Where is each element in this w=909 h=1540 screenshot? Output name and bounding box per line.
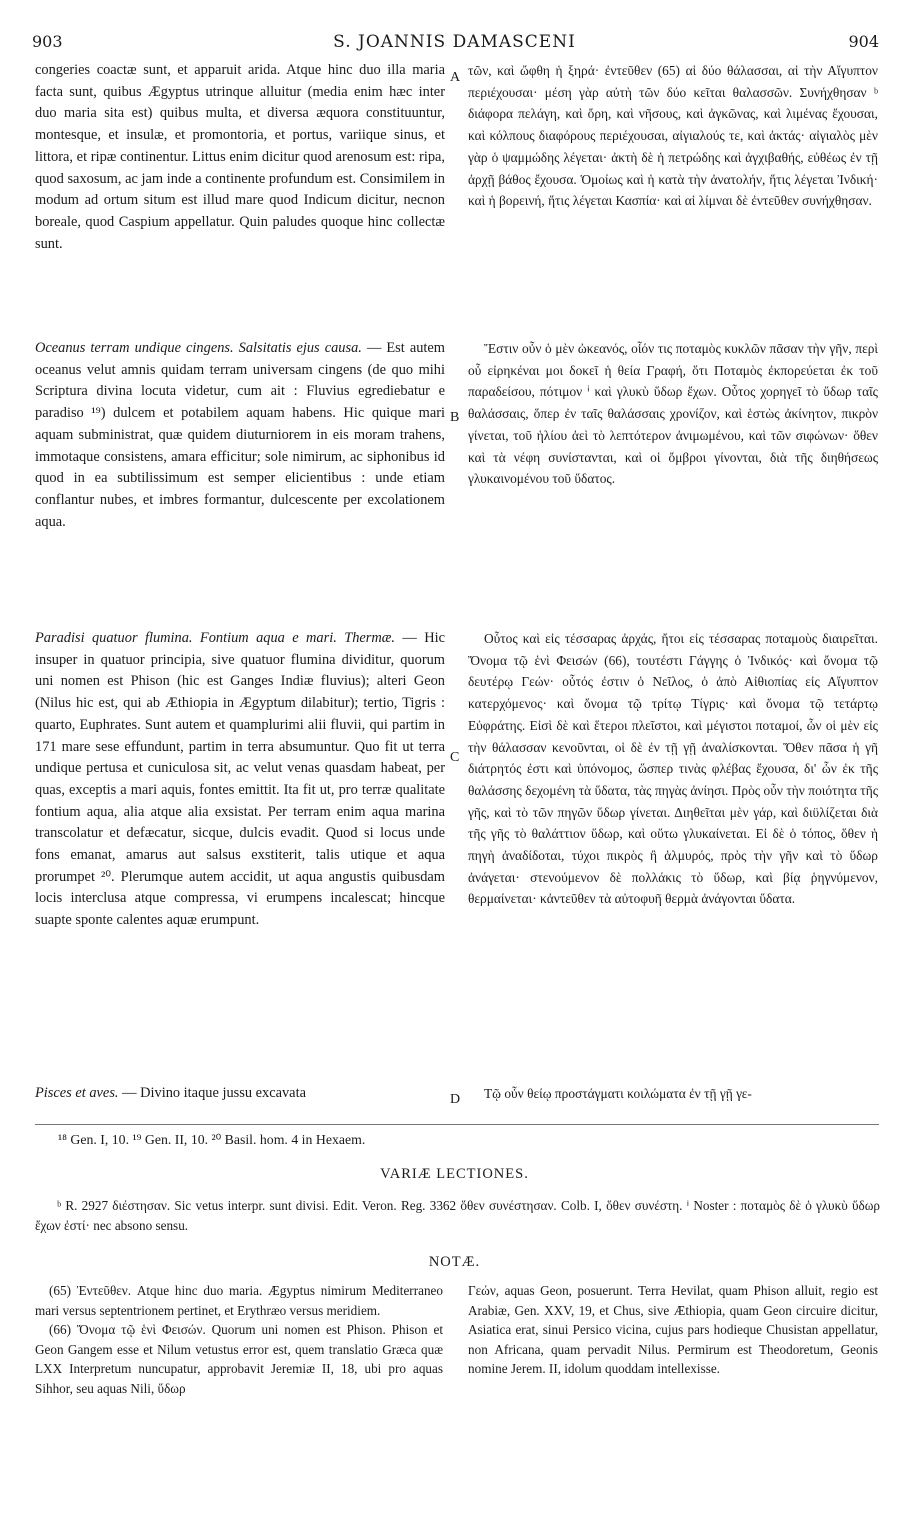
running-header <box>30 32 879 58</box>
greek-paragraph: Οὗτος καὶ εἰς τέσσαρας ἀρχάς, ἤτοι εἰς τέσσαρας ποταμοὺς διαιρεῖται. Ὄνομα τῷ ἑνὶ Φεισών (66), τουτέστι Γάγγης ὁ Ἰνδικός· καὶ ὄνομα τῷ δευτέρῳ Γεών· οὗτός ἐστιν ὁ Νεῖλος, ὁ ἀπὸ Αἰθιοπίας εἰς Αἴγυπτον κατερχόμενος· καὶ ὄνομα τῷ τρίτῳ Τίγρις· καὶ ὄνομα τῷ τετάρτῳ Εὐφράτης. Εἰσὶ δὲ καὶ ἕτεροι πλεῖστοι, καὶ μέγιστοι ποταμοί, ὧν οἱ μὲν εἰς τὴν θάλασσαν κενοῦνται, οἱ δὲ ἐν τῇ γῇ ἀναλίσκονται. Ὅθεν πᾶσα ἡ γῆ διάτρητός ἐστι καὶ ὑπόνομος, ὥσπερ τινὰς φλέβας ἔχουσα, δι' ὧν ἐκ τῆς θαλάσσης δεχομένη τὰ ὕδατα, τὰς πηγὰς ἀνίησι. Πρὸς οὖν τὴν ποιότητα τῆς γῆς, καὶ τὸ τῶν πηγῶν ὕδωρ γίνεται. Διηθεῖται μὲν γάρ, καὶ διϋλίζεται διὰ τῆς γῆς τὸ θαλάττιον ὕδωρ, καὶ οὕτω γλυκαίνεται. Εἰ δὲ ὁ τόπος, ὅθεν ἡ πηγὴ ἀναδίδοται, τύχοι πικρὸς ἢ ἁλμυρός, πρὸς τὴν γῆν καὶ τὸ ὕδωρ ἀνάγεται· στενούμενον δὲ πολλάκις τὸ ὕδωρ, καὶ βίᾳ ῥηγνύμενον, θερμαίνεται· κἀντεῦθεν τὰ αὐτοφυῆ θερμὰ ἀνάγονται ὕδατα. <box>468 631 878 907</box>
latin-paragraph: congeries coactæ sunt, et apparuit arida. Atque hinc duo illa maria facta sunt, quibus Ægyptus utrinque alluitur (media enim hæc inter duo maria sita est) quibus multa, et diversa æquora constituuntur, montesque, et insulæ, et promontoria, et portus, variique sinus, et littora, et ripæ continentur. Littus enim dicitur quod arenosum est: ripa, quod saxosum, ac jam inde a continente profundum est. Consimilem in modum ad ortum situm est illud mare quod Indicum dicitur, necnon boreale, quod Caspium appellatur. Quin paludes quoque hinc collectæ sunt. <box>35 62 445 252</box>
margin-letter-b: B <box>450 410 460 425</box>
footnote: ¹⁸ Gen. I, 10. ¹⁹ Gen. II, 10. ²⁰ Basil. hom. 4 in Hexaem. <box>58 1132 366 1147</box>
page-number-left: 903 <box>32 32 63 51</box>
variae-lectiones-text <box>35 1196 880 1236</box>
latin-paragraph <box>35 1083 445 1105</box>
greek-column <box>468 60 878 1105</box>
margin-letter-c: C <box>450 750 460 765</box>
latin-paragraph-text: — Divino itaque jussu excavata <box>122 1085 306 1101</box>
latin-column <box>35 60 445 1105</box>
latin-paragraph <box>35 338 445 628</box>
greek-paragraph: Τῷ οὖν θείῳ προστάγματι κοιλώματα ἐν τῇ γῇ γε- <box>484 1086 752 1101</box>
note-continuation: Γεών, aquas Geon, posuerunt. Terra Hevilat, quam Phison alluit, regio est Arabiæ, Gen. XXV, 19, et Chus, sive Æthiopia, quam Geon circuire dicitur, Asiatica erat, sinui Persico vicina, cujus pars hodieque Chusistan appellatur, non Africana, quam pervadit Nilus. Permirum est Theodoretum, Geonis nomine Jerem. II, idolum quoddam intellexisse. <box>468 1283 878 1377</box>
variae-lectiones-paragraph: ᵇ R. 2927 διέστησαν. Sic vetus interpr. sunt divisi. Edit. Veron. Reg. 3362 ὅθεν συνέστησαν. Colb. I, ὅθεν συνέστη. ⁱ Noster : ποταμὸς δὲ ὁ γλυκὺ ὕδωρ ἔχων ἐστί· nec absono sensu. <box>35 1198 880 1233</box>
page-number-right: 904 <box>848 32 879 51</box>
margin-letter-a: A <box>450 70 461 85</box>
latin-paragraph <box>35 628 445 1083</box>
latin-paragraph-text: — Est autem oceanus velut amnis quidam terram universam cingens (de quo mihi Scriptura divina locuta videtur, cum ait : Fluvius egrediebatur e paradiso ¹⁹) dulcem et potabilem aquam habens. Hic quique mari aquam subministrat, quæ quidem diuturniorem in eis moram trahens, immotaque consistens, amara efficitur; sole nimirum, ac siphonibus id quod in ea subtilissimum est semper elicientibus : unde etiam conflantur nubes, et imbres formantur, dulcescente per excolationem aqua. <box>35 340 445 530</box>
running-title: S. JOANNIS DAMASCENI <box>333 32 576 52</box>
notae-title: NOTÆ. <box>428 1254 481 1270</box>
notes-left-column <box>35 1281 443 1399</box>
note-66: (66) Ὄνομα τῷ ἑνὶ Φεισών. Quorum uni nomen est Phison. Phison et Geon Gangem esse et Nilum vetustus error est, quem translatio Græca quæ LXX Interpretum nuncupatur, approbavit Jeremiæ II, 18, ubi pro aquas Sihhor, seu aquas Nili, ὕδωρ <box>35 1322 443 1396</box>
margin-letter-d: D <box>450 1092 461 1107</box>
latin-sidehead: Oceanus terram undique cingens. Salsitatis ejus causa. <box>35 340 362 356</box>
variae-lectiones-title: VARIÆ LECTIONES. <box>380 1166 529 1182</box>
greek-paragraph: Ἔστιν οὖν ὁ μὲν ὠκεανός, οἷόν τις ποταμὸς κυκλῶν πᾶσαν τὴν γῆν, περὶ οὗ εἰρηκέναι μοι δοκεῖ ἡ θεία Γραφή, ὅτι Ποταμὸς ἐκπορεύεται ἐκ τοῦ παραδείσου, πότιμον ⁱ καὶ γλυκὺ ὕδωρ ἔχων. Οὗτος χορηγεῖ τὸ ὕδωρ ταῖς θαλάσσαις, ὅπερ ἐν ταῖς θαλάσσαις χρονίζον, καὶ ἑστὼς ἀκίνητον, πικρὸν γίνεται, τοῦ ἡλίου ἀεὶ τὸ λεπτότερον ἀνιμωμένου, καὶ τῶν σιφώνων· ὅθεν καὶ τὰ νέφη συνίστανται, καὶ οἱ ὄμβροι γίνονται, διὰ τῆς διηθήσεως γλυκαινομένου τοῦ ὕδατος. <box>468 341 878 487</box>
divider <box>35 1124 879 1125</box>
latin-paragraph-text: — Hic insuper in quatuor principia, sive quatuor flumina dividitur, quorum uni nomen est Phison (hic est Ganges Indiæ fluvius); alteri Geon (Nilus hic est, qui ab Æthiopia in Ægyptum dilabitur); tertio, Tigris : quarto, Euphrates. Sunt autem et quamplurimi alii fluvii, qui partim in 171 mare sese effundunt, partim in terra absumuntur. Quo fit ut terra undique pertusa et cuniculosa sit, ac velut venas quasdam habeat, per quas, exceptis a mari aquis, fontes emittit. Ita fit ut, pro terræ qualitate fontium aqua, alia atque alia exsistat. Per terram enim aqua marina transcolatur et defæcatur, sicque, dulcis evadit. Quod si locus unde fons emanat, amarus aut salsus exstiterit, talis utique et aqua prorumpet ²⁰. Plerumque autem accidit, ut aqua angustis quibusdam locis interclusa atque compressa, vi erumpens incalescat; hincque suapte sponte calentes aquæ erumpunt. <box>35 630 445 929</box>
latin-sidehead: Pisces et aves. <box>35 1085 119 1101</box>
note-65: (65) Ἐντεῦθεν. Atque hinc duo maria. Ægyptus nimirum Mediterraneo mari versus septentrionem pertinet, et Erythræo versus meridiem. <box>35 1283 443 1318</box>
latin-sidehead: Paradisi quatuor flumina. Fontium aqua e mari. Thermæ. <box>35 630 395 646</box>
greek-paragraph: τῶν, καὶ ὤφθη ἡ ξηρά· ἐντεῦθεν (65) αἱ δύο θάλασσαι, αἱ τὴν Αἴγυπτον περιέχουσαι· μέση γὰρ αὐτὴ τῶν δύο κεῖται θαλασσῶν. Συνήχθησαν ᵇ διάφορα πελάγη, καὶ ὄρη, καὶ νῆσους, καὶ ἀγκῶνας, καὶ λιμένας ἔχουσαι, καὶ κόλπους διαφόρους περιέχουσαι, αἰγιαλούς τε, καὶ ἀκτάς· αἰγιαλὸς μὲν γὰρ ὁ ψαμμώδης λέγεται· ἀκτὴ δὲ ἡ πετρώδης καὶ ἀγχιβαθής, εὐθέως ἐν τῇ ἀρχῇ βάθος ἔχουσα. Ὁμοίως καὶ ἡ κατὰ τὴν ἀνατολήν, ἥτις λέγεται Ἰνδική· καὶ ἡ βορεινή, ἥτις λέγεται Κασπία· καὶ αἱ λίμναι δὲ ἐντεῦθεν συνήχθησαν. <box>468 63 878 209</box>
notes-right-column <box>468 1281 878 1379</box>
